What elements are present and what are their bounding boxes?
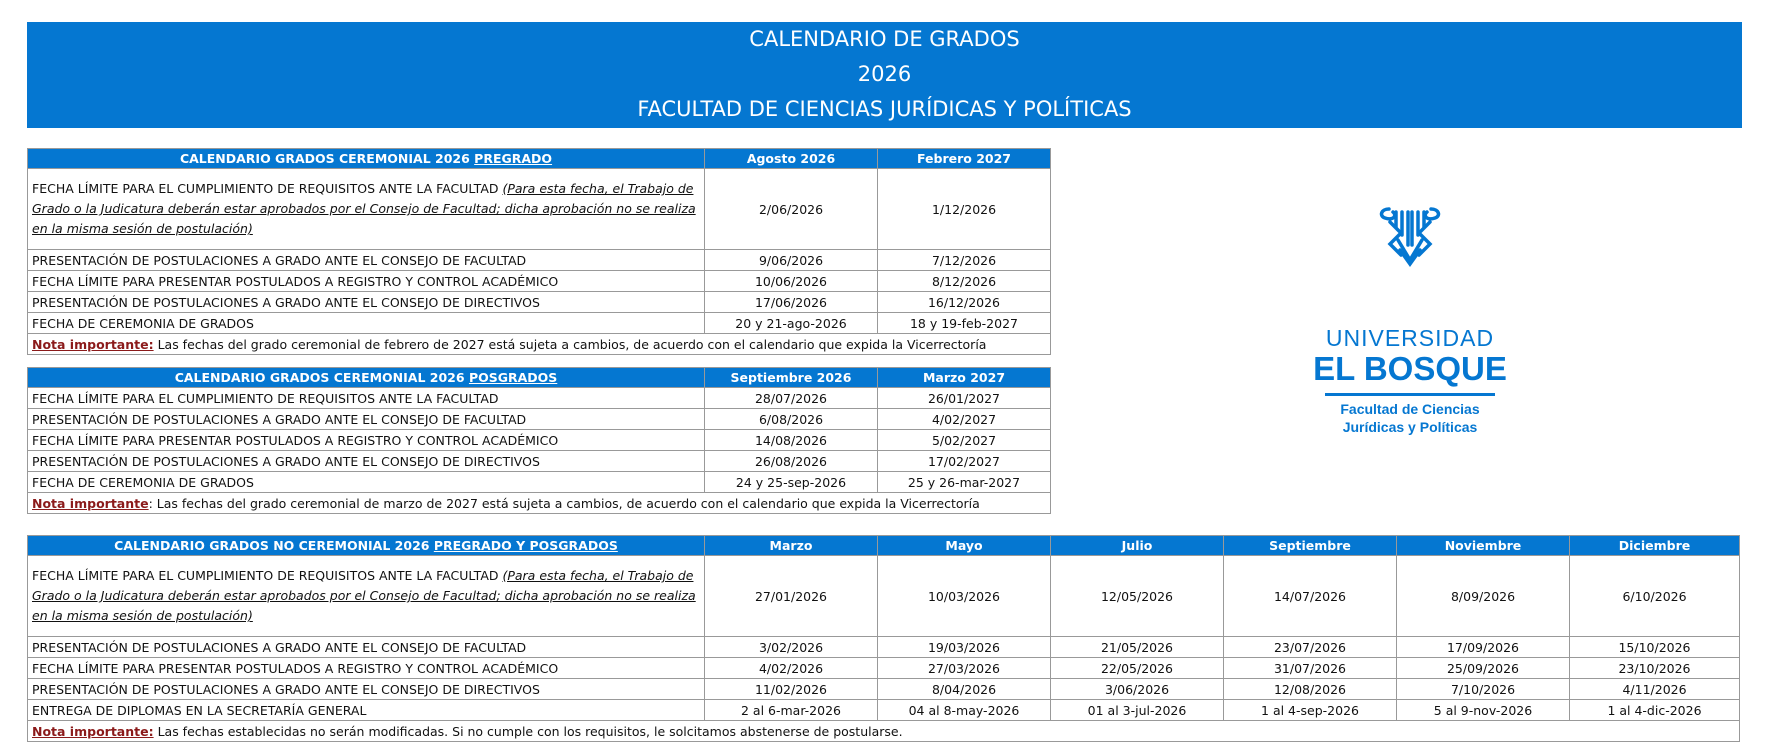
table-row [28,169,1051,250]
table-header-row [28,149,1051,169]
table-row [28,292,1051,313]
date-cell: 11/02/2026 [705,679,878,700]
header-faculty: FACULTAD DE CIENCIAS JURÍDICAS Y POLÍTICAS [637,97,1132,121]
date-cell: 22/05/2026 [1051,658,1224,679]
note-label: Nota importante [32,495,149,511]
date-cell: 21/05/2026 [1051,637,1224,658]
table-row [28,313,1051,334]
date-cell: 25/09/2026 [1397,658,1570,679]
logo-el-bosque: EL BOSQUE [1313,350,1507,387]
date-cell: 14/07/2026 [1224,556,1397,637]
date-cell: 31/07/2026 [1224,658,1397,679]
note-text: Las fechas del grado ceremonial de febrero de 2027 está sujeta a cambios, de acuerdo con el calendario que expida la Vicerrectoría [153,336,987,352]
date-cell: 1 al 4-sep-2026 [1224,700,1397,721]
row-label: FECHA LÍMITE PARA PRESENTAR POSTULADOS A REGISTRO Y CONTROL ACADÉMICO [28,430,705,451]
date-cell: 23/07/2026 [1224,637,1397,658]
table-title-underlined: PREGRADO Y POSGRADOS [433,538,618,553]
row-label: PRESENTACIÓN DE POSTULACIONES A GRADO ANTE EL CONSEJO DE DIRECTIVOS [28,679,705,700]
header-title: CALENDARIO DE GRADOS [749,27,1020,51]
column-header: Marzo [705,536,878,556]
date-cell: 18 y 19-feb-2027 [878,313,1051,334]
table-title-text: CALENDARIO GRADOS NO CEREMONIAL 2026 [114,538,434,553]
logo-universidad: UNIVERSIDAD [1325,325,1495,351]
page-header-banner [27,22,1742,128]
row-label: FECHA DE CEREMONIA DE GRADOS [28,472,705,493]
note-text: : Las fechas del grado ceremonial de marzo de 2027 está sujeta a cambios, de acuerdo con el calendario que expida la Vicerrectoría [148,495,980,511]
table-row [28,472,1051,493]
column-header: Diciembre [1570,536,1740,556]
table-row [28,451,1051,472]
note-text: Las fechas establecidas no serán modificadas. Si no cumple con los requisitos, le solcitamos abstenerse de postularse. [153,723,903,739]
date-cell: 10/03/2026 [878,556,1051,637]
date-cell: 04 al 8-may-2026 [878,700,1051,721]
date-cell: 5/02/2027 [878,430,1051,451]
date-cell: 2 al 6-mar-2026 [705,700,878,721]
date-cell: 6/08/2026 [705,409,878,430]
row-label: PRESENTACIÓN DE POSTULACIONES A GRADO ANTE EL CONSEJO DE FACULTAD [28,250,705,271]
date-cell: 17/02/2027 [878,451,1051,472]
date-cell: 17/06/2026 [705,292,878,313]
table-row [28,388,1051,409]
column-header: Julio [1051,536,1224,556]
column-header: Septiembre [1224,536,1397,556]
date-cell: 4/02/2027 [878,409,1051,430]
date-cell: 26/01/2027 [878,388,1051,409]
row-label: PRESENTACIÓN DE POSTULACIONES A GRADO ANTE EL CONSEJO DE FACULTAD [28,409,705,430]
requirement-note: (Para esta fecha, el Trabajo de Grado o la Judicatura deberán estar aprobados por el Consejo de Facultad; dicha aprobación no se realiza en la misma sesión de postulación) [32,568,696,623]
header-year: 2026 [857,62,912,86]
table-title-underlined: POSGRADOS [468,370,558,385]
note-cell [28,334,1051,355]
table-title [28,368,705,388]
logo-faculty-line2: Jurídicas y Políticas [1342,419,1478,435]
date-cell: 26/08/2026 [705,451,878,472]
date-cell: 25 y 26-mar-2027 [878,472,1051,493]
note-cell [28,493,1051,514]
requirement-text: FECHA LÍMITE PARA EL CUMPLIMIENTO DE REQUISITOS ANTE LA FACULTAD [32,181,503,196]
table-ceremonial-posgrados [27,367,1051,514]
university-wordmark [1290,325,1530,436]
column-header: Mayo [878,536,1051,556]
column-header: Marzo 2027 [878,368,1051,388]
date-cell: 3/02/2026 [705,637,878,658]
date-cell: 2/06/2026 [705,169,878,250]
row-label [28,556,705,637]
date-cell: 27/01/2026 [705,556,878,637]
table-header-row [28,368,1051,388]
table-title-text: CALENDARIO GRADOS CEREMONIAL 2026 [179,151,475,166]
column-header: Septiembre 2026 [705,368,878,388]
date-cell: 10/06/2026 [705,271,878,292]
university-logo-icon [1290,205,1530,325]
date-cell: 12/08/2026 [1224,679,1397,700]
table-row [28,700,1740,721]
table-row [28,430,1051,451]
logo-faculty-line1: Facultad de Ciencias [1340,401,1480,417]
date-cell: 19/03/2026 [878,637,1051,658]
requirement-text: FECHA LÍMITE PARA EL CUMPLIMIENTO DE REQUISITOS ANTE LA FACULTAD [32,568,503,583]
date-cell: 6/10/2026 [1570,556,1740,637]
date-cell: 1 al 4-dic-2026 [1570,700,1740,721]
date-cell: 5 al 9-nov-2026 [1397,700,1570,721]
row-label: PRESENTACIÓN DE POSTULACIONES A GRADO ANTE EL CONSEJO DE DIRECTIVOS [28,292,705,313]
table-row [28,556,1740,637]
row-label: PRESENTACIÓN DE POSTULACIONES A GRADO ANTE EL CONSEJO DE FACULTAD [28,637,705,658]
column-header: Agosto 2026 [705,149,878,169]
date-cell: 7/10/2026 [1397,679,1570,700]
row-label: FECHA LÍMITE PARA EL CUMPLIMIENTO DE REQUISITOS ANTE LA FACULTAD [28,388,705,409]
table-row [28,250,1051,271]
note-row [28,493,1051,514]
date-cell: 23/10/2026 [1570,658,1740,679]
date-cell: 3/06/2026 [1051,679,1224,700]
date-cell: 12/05/2026 [1051,556,1224,637]
date-cell: 28/07/2026 [705,388,878,409]
date-cell: 15/10/2026 [1570,637,1740,658]
date-cell: 01 al 3-jul-2026 [1051,700,1224,721]
table-row [28,271,1051,292]
table-title-underlined: PREGRADO [474,151,553,166]
date-cell: 16/12/2026 [878,292,1051,313]
column-header: Noviembre [1397,536,1570,556]
table-no-ceremonial [27,535,1740,742]
date-cell: 20 y 21-ago-2026 [705,313,878,334]
note-label: Nota importante: [32,723,154,739]
row-label: PRESENTACIÓN DE POSTULACIONES A GRADO ANTE EL CONSEJO DE DIRECTIVOS [28,451,705,472]
date-cell: 14/08/2026 [705,430,878,451]
logo-divider [1325,393,1495,396]
date-cell: 8/12/2026 [878,271,1051,292]
note-row [28,721,1740,742]
date-cell: 4/02/2026 [705,658,878,679]
column-header: Febrero 2027 [878,149,1051,169]
row-label: ENTREGA DE DIPLOMAS EN LA SECRETARÍA GENERAL [28,700,705,721]
table-ceremonial-pregrado [27,148,1051,355]
row-label: FECHA DE CEREMONIA DE GRADOS [28,313,705,334]
row-label: FECHA LÍMITE PARA PRESENTAR POSTULADOS A REGISTRO Y CONTROL ACADÉMICO [28,658,705,679]
table-header-row [28,536,1740,556]
date-cell: 8/04/2026 [878,679,1051,700]
table-title-text: CALENDARIO GRADOS CEREMONIAL 2026 [174,370,469,385]
date-cell: 24 y 25-sep-2026 [705,472,878,493]
date-cell: 4/11/2026 [1570,679,1740,700]
date-cell: 27/03/2026 [878,658,1051,679]
date-cell: 1/12/2026 [878,169,1051,250]
table-title [28,149,705,169]
requirement-note: (Para esta fecha, el Trabajo de Grado o la Judicatura deberán estar aprobados por el Consejo de Facultad; dicha aprobación no se realiza en la misma sesión de postulación) [32,181,696,236]
table-title [28,536,705,556]
note-cell [28,721,1740,742]
date-cell: 9/06/2026 [705,250,878,271]
note-row [28,334,1051,355]
row-label [28,169,705,250]
table-row [28,409,1051,430]
date-cell: 17/09/2026 [1397,637,1570,658]
note-label: Nota importante: [32,336,154,352]
row-label: FECHA LÍMITE PARA PRESENTAR POSTULADOS A REGISTRO Y CONTROL ACADÉMICO [28,271,705,292]
table-row [28,658,1740,679]
table-row [28,637,1740,658]
date-cell: 8/09/2026 [1397,556,1570,637]
table-row [28,679,1740,700]
date-cell: 7/12/2026 [878,250,1051,271]
